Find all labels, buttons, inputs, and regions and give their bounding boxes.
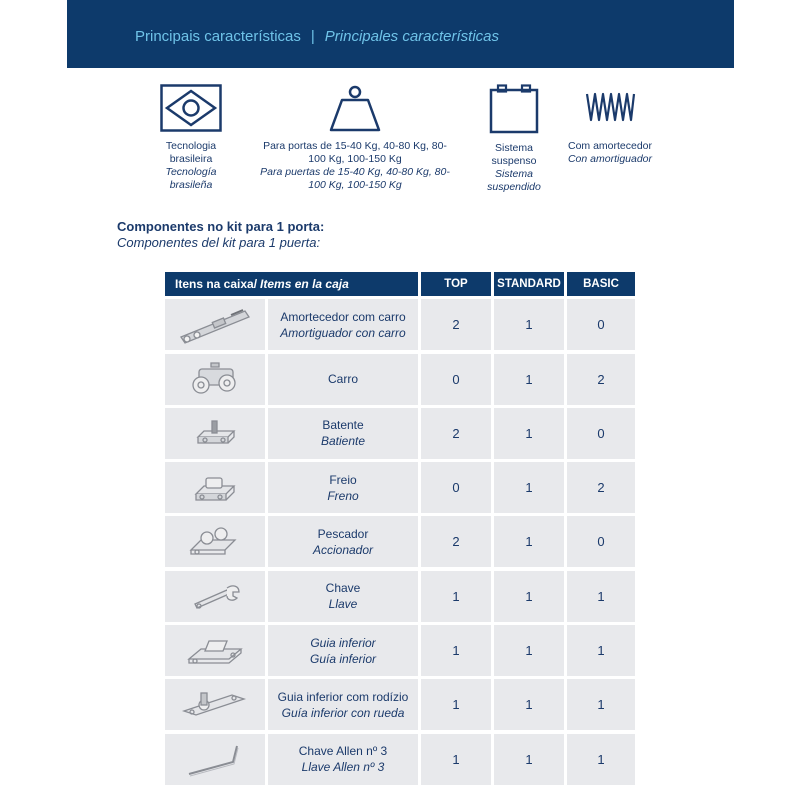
value-basic: 2 bbox=[567, 462, 635, 513]
spring-icon bbox=[584, 84, 636, 132]
suspended-system-icon bbox=[488, 84, 540, 134]
value-top: 2 bbox=[421, 299, 494, 350]
feature-brazilian-tech bbox=[145, 84, 237, 192]
header-title-es: Principales características bbox=[324, 27, 500, 45]
feature-pt: Tecnologia brasileira bbox=[165, 140, 217, 165]
catcher-icon bbox=[185, 522, 245, 562]
wrench-icon bbox=[187, 578, 243, 614]
item-name-es: Amortiguador con carro bbox=[280, 325, 406, 340]
table-row bbox=[165, 734, 635, 785]
item-name-pt: Guia inferior com rodízio bbox=[277, 689, 409, 704]
header-items bbox=[165, 272, 421, 296]
item-name-es: Batiente bbox=[320, 434, 366, 449]
value-basic: 2 bbox=[567, 354, 635, 405]
table-row bbox=[165, 516, 635, 567]
value-basic: 1 bbox=[567, 734, 635, 785]
header-top: TOP bbox=[421, 272, 494, 296]
item-name-pt: Amortecedor com carro bbox=[280, 309, 406, 324]
components-title-pt: Componentes no kit para 1 porta: bbox=[117, 219, 325, 234]
item-name-pt: Carro bbox=[327, 372, 358, 387]
table-row bbox=[165, 679, 635, 730]
header-title-pt: Principais características bbox=[135, 27, 301, 45]
feature-door-weight bbox=[258, 84, 452, 192]
brake-icon bbox=[190, 470, 240, 506]
header-bar bbox=[67, 0, 734, 68]
feature-es: Tecnología brasileña bbox=[165, 166, 217, 191]
value-standard: 1 bbox=[494, 625, 567, 676]
item-name-pt: Guia inferior bbox=[310, 635, 376, 650]
item-name-pt: Freio bbox=[329, 472, 357, 487]
value-top: 2 bbox=[421, 408, 494, 459]
header-separator: | bbox=[310, 27, 315, 45]
value-standard: 1 bbox=[494, 354, 567, 405]
value-standard: 1 bbox=[494, 679, 567, 730]
components-table bbox=[165, 272, 635, 785]
table-row bbox=[165, 625, 635, 676]
header-items-pt: Itens na caixa/ bbox=[175, 277, 258, 291]
stopper-icon bbox=[190, 415, 240, 451]
header-standard: STANDARD bbox=[494, 272, 567, 296]
table-header bbox=[165, 272, 635, 296]
value-basic: 0 bbox=[567, 299, 635, 350]
feature-es: Para puertas de 15-40 Kg, 40-80 Kg, 80-100 Kg, 100-150 Kg bbox=[260, 166, 450, 191]
value-top: 0 bbox=[421, 462, 494, 513]
damper-with-carriage-icon bbox=[175, 303, 255, 347]
feature-damper bbox=[566, 84, 654, 166]
value-basic: 0 bbox=[567, 408, 635, 459]
components-title-es: Componentes del kit para 1 puerta: bbox=[117, 235, 321, 250]
value-standard: 1 bbox=[494, 571, 567, 622]
feature-pt: Sistema suspenso bbox=[491, 142, 537, 167]
value-standard: 1 bbox=[494, 462, 567, 513]
item-name-es: Guía inferior bbox=[309, 651, 377, 666]
value-standard: 1 bbox=[494, 734, 567, 785]
value-basic: 1 bbox=[567, 571, 635, 622]
feature-suspended-system bbox=[474, 84, 554, 194]
brazil-flag-icon bbox=[160, 84, 222, 132]
bottom-guide-roller-icon bbox=[180, 685, 250, 725]
item-name-es: Guía inferior con rueda bbox=[281, 705, 405, 720]
item-name-es: Llave Allen nº 3 bbox=[301, 760, 385, 775]
table-row bbox=[165, 299, 635, 350]
value-top: 0 bbox=[421, 354, 494, 405]
item-name-es: Llave bbox=[328, 597, 358, 612]
weight-icon bbox=[328, 84, 382, 132]
carriage-icon bbox=[185, 359, 245, 399]
value-standard: 1 bbox=[494, 408, 567, 459]
value-top: 1 bbox=[421, 625, 494, 676]
value-basic: 0 bbox=[567, 516, 635, 567]
header-basic: BASIC bbox=[567, 272, 635, 296]
value-top: 1 bbox=[421, 734, 494, 785]
table-row bbox=[165, 408, 635, 459]
item-name-pt: Chave bbox=[325, 581, 361, 596]
table-row bbox=[165, 354, 635, 405]
value-top: 2 bbox=[421, 516, 494, 567]
table-row bbox=[165, 462, 635, 513]
header-items-es: Items en la caja bbox=[260, 277, 349, 291]
item-name-pt: Pescador bbox=[317, 526, 369, 541]
value-standard: 1 bbox=[494, 299, 567, 350]
item-name-es: Accionador bbox=[312, 542, 374, 557]
table-row bbox=[165, 571, 635, 622]
features-row bbox=[0, 84, 800, 209]
value-top: 1 bbox=[421, 571, 494, 622]
feature-es: Sistema suspendido bbox=[487, 168, 541, 193]
value-standard: 1 bbox=[494, 516, 567, 567]
bottom-guide-icon bbox=[185, 631, 245, 671]
feature-pt: Com amortecedor bbox=[567, 140, 653, 152]
allen-key-icon bbox=[183, 738, 247, 780]
value-basic: 1 bbox=[567, 625, 635, 676]
feature-es: Con amortiguador bbox=[567, 153, 653, 165]
item-name-es: Freno bbox=[327, 488, 359, 503]
value-top: 1 bbox=[421, 679, 494, 730]
components-title bbox=[117, 219, 324, 251]
item-name-pt: Chave Allen nº 3 bbox=[298, 744, 388, 759]
value-basic: 1 bbox=[567, 679, 635, 730]
feature-pt: Para portas de 15-40 Kg, 40-80 Kg, 80-100 Kg, 100-150 Kg bbox=[263, 140, 447, 165]
item-name-pt: Batente bbox=[322, 418, 364, 433]
